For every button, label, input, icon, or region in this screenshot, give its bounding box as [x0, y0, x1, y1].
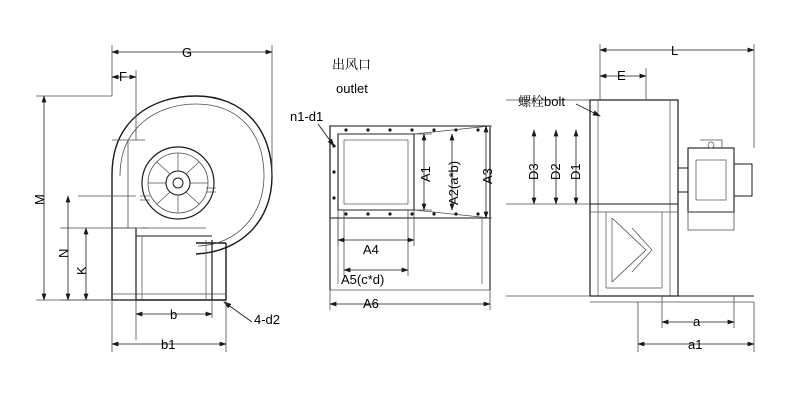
- dim-label-a3: A3: [480, 168, 495, 184]
- dim-label-k: K: [74, 266, 89, 275]
- callout-bolt: 螺栓bolt: [518, 94, 565, 109]
- dim-label-a5: A5(c*d): [341, 272, 385, 287]
- dim-label-b1: b1: [161, 337, 176, 352]
- front-view-dimensions: [36, 45, 272, 352]
- side-view-dimensions: [506, 44, 754, 352]
- dim-label-a1-side: a1: [688, 337, 703, 352]
- dim-label-e: E: [617, 68, 626, 83]
- dim-label-m: M: [32, 194, 47, 205]
- dim-label-d2: D2: [548, 163, 563, 180]
- dim-label-g: G: [182, 45, 193, 60]
- dim-label-f: F: [119, 69, 127, 84]
- side-view-geometry: [576, 100, 754, 302]
- dim-label-a2: A2(a*b): [446, 160, 461, 205]
- dim-label-a6: A6: [363, 296, 379, 311]
- outlet-title-en: outlet: [336, 81, 368, 96]
- dim-label-d3: D3: [526, 163, 541, 180]
- dim-label-a1: A1: [418, 166, 433, 182]
- dim-label-n: N: [56, 248, 71, 258]
- callout-4-d2: 4-d2: [254, 312, 281, 327]
- callout-n1-d1: n1-d1: [290, 109, 324, 124]
- dim-label-a4: A4: [363, 242, 379, 257]
- outlet-title-cn: 出风口: [332, 57, 372, 72]
- dim-label-d1: D1: [568, 163, 583, 180]
- dim-label-l: L: [671, 43, 679, 58]
- dim-label-b: b: [170, 307, 178, 322]
- dim-label-a: a: [693, 314, 701, 329]
